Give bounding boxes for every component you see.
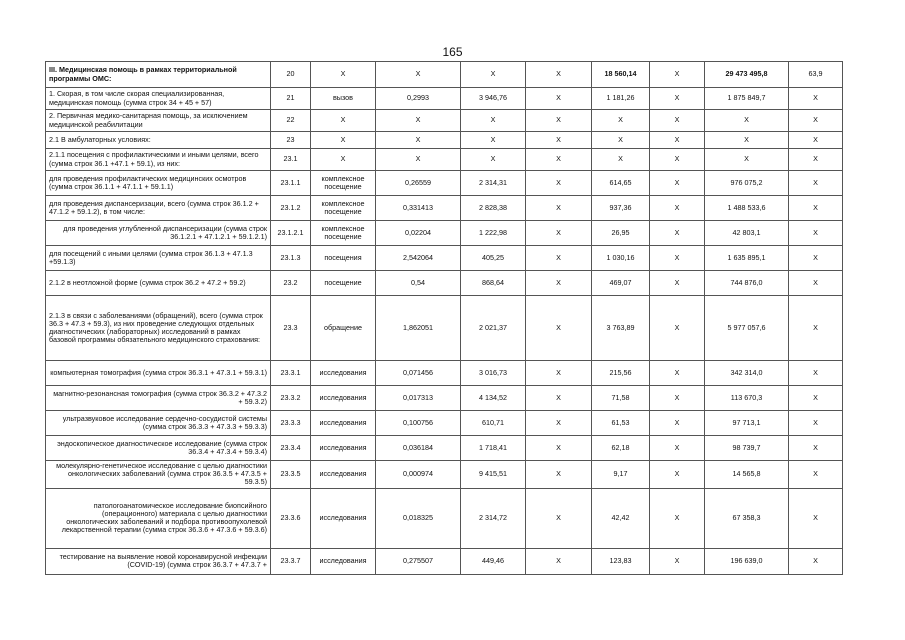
cell-col-budget-per-capita: Х xyxy=(526,411,592,436)
cell-share-percent: Х xyxy=(789,110,843,132)
cell-col-budget-per-capita: Х xyxy=(526,149,592,171)
cell-share-percent: 63,9 xyxy=(789,62,843,88)
cell-unit-of-measure: комплексное посещение xyxy=(311,196,376,221)
cell-share-percent: Х xyxy=(789,436,843,461)
cell-volume-norm: Х xyxy=(376,132,461,149)
cell-oms-total: 98 739,7 xyxy=(705,436,789,461)
cell-volume-norm: 0,017313 xyxy=(376,386,461,411)
cell-oms-per-capita: 18 560,14 xyxy=(592,62,650,88)
cell-volume-norm: 2,542064 xyxy=(376,246,461,271)
cell-col-budget-per-capita: Х xyxy=(526,548,592,574)
table-row xyxy=(46,411,843,436)
cell-row-number: 23.3.4 xyxy=(271,436,311,461)
table-row xyxy=(46,132,843,149)
cell-col-budget-total: Х xyxy=(650,386,705,411)
table-row xyxy=(46,221,843,246)
cell-col-budget-total: Х xyxy=(650,171,705,196)
cell-row-number: 23.3.5 xyxy=(271,461,311,489)
cell-row-number: 23 xyxy=(271,132,311,149)
cell-share-percent: Х xyxy=(789,271,843,296)
cell-oms-total: 1 875 849,7 xyxy=(705,88,789,110)
table-row xyxy=(46,196,843,221)
table-row xyxy=(46,296,843,361)
cell-row-name: эндоскопическое диагностическое исследование (сумма строк 36.3.4 + 47.3.4 + 59.3.4) xyxy=(46,436,271,461)
cell-oms-per-capita: Х xyxy=(592,149,650,171)
cell-oms-total: 113 670,3 xyxy=(705,386,789,411)
cell-cost-norm: 1 222,98 xyxy=(461,221,526,246)
cell-oms-per-capita: 614,65 xyxy=(592,171,650,196)
cell-oms-per-capita: 1 181,26 xyxy=(592,88,650,110)
cell-unit-of-measure: посещения xyxy=(311,246,376,271)
table-row xyxy=(46,246,843,271)
cell-volume-norm: Х xyxy=(376,149,461,171)
cell-cost-norm: Х xyxy=(461,132,526,149)
cell-volume-norm: 0,331413 xyxy=(376,196,461,221)
cell-volume-norm: Х xyxy=(376,62,461,88)
cell-row-name: магнитно-резонансная томография (сумма строк 36.3.2 + 47.3.2 + 59.3.2) xyxy=(46,386,271,411)
cell-oms-per-capita: 3 763,89 xyxy=(592,296,650,361)
cell-volume-norm: 0,02204 xyxy=(376,221,461,246)
cell-oms-total: 29 473 495,8 xyxy=(705,62,789,88)
cell-col-budget-total: Х xyxy=(650,196,705,221)
cell-oms-total: 67 358,3 xyxy=(705,488,789,548)
cell-cost-norm: Х xyxy=(461,110,526,132)
cell-share-percent: Х xyxy=(789,171,843,196)
cell-share-percent: Х xyxy=(789,548,843,574)
cell-oms-total: 196 639,0 xyxy=(705,548,789,574)
cell-row-number: 23.1 xyxy=(271,149,311,171)
table-row xyxy=(46,88,843,110)
cell-oms-total: 744 876,0 xyxy=(705,271,789,296)
cell-row-name: ультразвуковое исследование сердечно-сосудистой системы (сумма строк 36.3.3 + 47.3.3 + 59.3.3) xyxy=(46,411,271,436)
cell-col-budget-total: Х xyxy=(650,296,705,361)
table-row xyxy=(46,386,843,411)
table-row xyxy=(46,436,843,461)
cell-oms-total: 42 803,1 xyxy=(705,221,789,246)
cell-oms-per-capita: 9,17 xyxy=(592,461,650,489)
table-row xyxy=(46,461,843,489)
cell-volume-norm: Х xyxy=(376,110,461,132)
cell-share-percent: Х xyxy=(789,221,843,246)
cell-unit-of-measure: Х xyxy=(311,62,376,88)
cell-row-number: 21 xyxy=(271,88,311,110)
cell-volume-norm: 0,2993 xyxy=(376,88,461,110)
cell-row-name: для проведения профилактических медицинских осмотров (сумма строк 36.1.1 + 47.1.1 + 59.1.1) xyxy=(46,171,271,196)
cell-row-name: для посещений с иными целями (сумма строк 36.1.3 + 47.1.3 +59.1.3) xyxy=(46,246,271,271)
cell-oms-total: 342 314,0 xyxy=(705,361,789,386)
cell-volume-norm: 0,036184 xyxy=(376,436,461,461)
cell-row-number: 23.3.7 xyxy=(271,548,311,574)
cell-row-number: 23.1.2 xyxy=(271,196,311,221)
cell-volume-norm: 0,275507 xyxy=(376,548,461,574)
page-number: 165 xyxy=(442,45,463,59)
table-row xyxy=(46,62,843,88)
cell-unit-of-measure: комплексное посещение xyxy=(311,171,376,196)
cell-unit-of-measure: исследования xyxy=(311,411,376,436)
cell-unit-of-measure: исследования xyxy=(311,361,376,386)
cell-col-budget-total: Х xyxy=(650,88,705,110)
cell-volume-norm: 0,26559 xyxy=(376,171,461,196)
cell-unit-of-measure: вызов xyxy=(311,88,376,110)
cell-oms-per-capita: Х xyxy=(592,132,650,149)
cell-col-budget-total: Х xyxy=(650,246,705,271)
cell-cost-norm: 610,71 xyxy=(461,411,526,436)
cell-row-number: 23.1.3 xyxy=(271,246,311,271)
table-row xyxy=(46,110,843,132)
cell-unit-of-measure: Х xyxy=(311,110,376,132)
cell-unit-of-measure: исследования xyxy=(311,488,376,548)
cell-share-percent: Х xyxy=(789,149,843,171)
cell-row-name: молекулярно-генетическое исследование с целью диагностики онкологических заболеваний (сумма строк 36.3.5 + 47.3.5 + 59.3.5) xyxy=(46,461,271,489)
cell-unit-of-measure: комплексное посещение xyxy=(311,221,376,246)
cell-row-number: 20 xyxy=(271,62,311,88)
cell-unit-of-measure: Х xyxy=(311,149,376,171)
cell-cost-norm: 4 134,52 xyxy=(461,386,526,411)
cell-row-name: 2.1.1 посещения с профилактическими и иными целями, всего (сумма строк 36.1 +47.1 + 59.1), из них: xyxy=(46,149,271,171)
cell-unit-of-measure: Х xyxy=(311,132,376,149)
cell-row-number: 23.3.3 xyxy=(271,411,311,436)
cell-oms-per-capita: 61,53 xyxy=(592,411,650,436)
cell-cost-norm: 9 415,51 xyxy=(461,461,526,489)
cell-col-budget-total: Х xyxy=(650,488,705,548)
cell-col-budget-total: Х xyxy=(650,221,705,246)
cell-row-number: 23.1.1 xyxy=(271,171,311,196)
cell-share-percent: Х xyxy=(789,488,843,548)
table-row xyxy=(46,149,843,171)
cell-col-budget-total: Х xyxy=(650,271,705,296)
cell-col-budget-per-capita: Х xyxy=(526,488,592,548)
cell-oms-per-capita: 1 030,16 xyxy=(592,246,650,271)
cell-share-percent: Х xyxy=(789,461,843,489)
cell-share-percent: Х xyxy=(789,361,843,386)
cell-volume-norm: 1,862051 xyxy=(376,296,461,361)
cell-oms-total: 14 565,8 xyxy=(705,461,789,489)
table-row xyxy=(46,271,843,296)
cell-oms-total: 97 713,1 xyxy=(705,411,789,436)
cell-col-budget-per-capita: Х xyxy=(526,246,592,271)
cell-share-percent: Х xyxy=(789,411,843,436)
cell-cost-norm: 2 021,37 xyxy=(461,296,526,361)
cell-row-name: 1. Скорая, в том числе скорая специализированная, медицинская помощь (сумма строк 34 + 45 + 57) xyxy=(46,88,271,110)
cell-row-name: 2.1.2 в неотложной форме (сумма строк 36.2 + 47.2 + 59.2) xyxy=(46,271,271,296)
cell-oms-per-capita: 123,83 xyxy=(592,548,650,574)
cell-cost-norm: 2 314,72 xyxy=(461,488,526,548)
cell-oms-per-capita: 42,42 xyxy=(592,488,650,548)
table-row xyxy=(46,548,843,574)
cell-oms-total: 1 488 533,6 xyxy=(705,196,789,221)
cell-share-percent: Х xyxy=(789,386,843,411)
cell-cost-norm: 3 016,73 xyxy=(461,361,526,386)
cell-row-number: 23.3.6 xyxy=(271,488,311,548)
cell-row-name: 2.1.3 в связи с заболеваниями (обращений), всего (сумма строк 36.3 + 47.3 + 59.3), из них проведение следующих отдельных диагностических (лабораторных) исследований в рамках базовой программы обязательного медицинского страхования: xyxy=(46,296,271,361)
cell-col-budget-total: Х xyxy=(650,436,705,461)
cell-row-name: для проведения углубленной диспансеризации (сумма строк 36.1.2.1 + 47.1.2.1 + 59.1.2.1) xyxy=(46,221,271,246)
cell-col-budget-per-capita: Х xyxy=(526,171,592,196)
cell-volume-norm: 0,54 xyxy=(376,271,461,296)
cell-col-budget-total: Х xyxy=(650,110,705,132)
cell-oms-per-capita: 215,56 xyxy=(592,361,650,386)
cell-row-number: 23.2 xyxy=(271,271,311,296)
cell-oms-per-capita: 71,58 xyxy=(592,386,650,411)
cell-unit-of-measure: исследования xyxy=(311,436,376,461)
cell-col-budget-per-capita: Х xyxy=(526,221,592,246)
cell-oms-per-capita: 62,18 xyxy=(592,436,650,461)
cell-unit-of-measure: обращение xyxy=(311,296,376,361)
cell-row-name: 2. Первичная медико-санитарная помощь, за исключением медицинской реабилитации xyxy=(46,110,271,132)
cell-row-name: патологоанатомическое исследование биопсийного (операционного) материала с целью диагностики онкологических заболеваний и подбора противоопухолевой лекарственной терапии (сумма строк 36.3.6 + 47.3.6 + 59.3.6) xyxy=(46,488,271,548)
cell-unit-of-measure: исследования xyxy=(311,386,376,411)
cell-oms-per-capita: 469,07 xyxy=(592,271,650,296)
cell-row-number: 23.1.2.1 xyxy=(271,221,311,246)
cell-row-number: 23.3 xyxy=(271,296,311,361)
cell-unit-of-measure: посещение xyxy=(311,271,376,296)
cell-oms-total: 976 075,2 xyxy=(705,171,789,196)
table-row xyxy=(46,488,843,548)
cell-col-budget-total: Х xyxy=(650,411,705,436)
cell-oms-per-capita: 937,36 xyxy=(592,196,650,221)
cell-col-budget-total: Х xyxy=(650,149,705,171)
cell-col-budget-per-capita: Х xyxy=(526,110,592,132)
cell-volume-norm: 0,018325 xyxy=(376,488,461,548)
cell-row-number: 23.3.1 xyxy=(271,361,311,386)
cell-share-percent: Х xyxy=(789,296,843,361)
cell-volume-norm: 0,071456 xyxy=(376,361,461,386)
cell-oms-per-capita: Х xyxy=(592,110,650,132)
cell-row-name: III. Медицинская помощь в рамках территориальной программы ОМС: xyxy=(46,62,271,88)
cell-oms-total: 5 977 057,6 xyxy=(705,296,789,361)
cell-oms-per-capita: 26,95 xyxy=(592,221,650,246)
cell-row-name: для проведения диспансеризации, всего (сумма строк 36.1.2 + 47.1.2 + 59.1.2), в том числе: xyxy=(46,196,271,221)
cell-cost-norm: 3 946,76 xyxy=(461,88,526,110)
cell-unit-of-measure: исследования xyxy=(311,548,376,574)
cell-col-budget-per-capita: Х xyxy=(526,361,592,386)
cell-share-percent: Х xyxy=(789,246,843,271)
cell-row-name: тестирование на выявление новой коронавирусной инфекции (COVID-19) (сумма строк 36.3.7 + 47.3.7 + xyxy=(46,548,271,574)
cell-volume-norm: 0,100756 xyxy=(376,411,461,436)
cell-oms-total: 1 635 895,1 xyxy=(705,246,789,271)
cell-col-budget-per-capita: Х xyxy=(526,271,592,296)
cell-volume-norm: 0,000974 xyxy=(376,461,461,489)
cell-col-budget-total: Х xyxy=(650,461,705,489)
cell-oms-total: Х xyxy=(705,132,789,149)
cell-col-budget-per-capita: Х xyxy=(526,461,592,489)
cell-cost-norm: Х xyxy=(461,149,526,171)
cell-unit-of-measure: исследования xyxy=(311,461,376,489)
cell-cost-norm: 405,25 xyxy=(461,246,526,271)
cell-col-budget-per-capita: Х xyxy=(526,196,592,221)
cell-oms-total: Х xyxy=(705,149,789,171)
cell-col-budget-total: Х xyxy=(650,548,705,574)
cell-col-budget-per-capita: Х xyxy=(526,88,592,110)
cell-cost-norm: Х xyxy=(461,62,526,88)
cell-cost-norm: 1 718,41 xyxy=(461,436,526,461)
cell-cost-norm: 868,64 xyxy=(461,271,526,296)
cell-cost-norm: 449,46 xyxy=(461,548,526,574)
cell-col-budget-per-capita: Х xyxy=(526,296,592,361)
cell-row-name: 2.1 В амбулаторных условиях: xyxy=(46,132,271,149)
cell-oms-total: Х xyxy=(705,110,789,132)
cell-share-percent: Х xyxy=(789,132,843,149)
cell-cost-norm: 2 828,38 xyxy=(461,196,526,221)
cell-col-budget-per-capita: Х xyxy=(526,436,592,461)
cell-col-budget-total: Х xyxy=(650,132,705,149)
cell-cost-norm: 2 314,31 xyxy=(461,171,526,196)
cell-share-percent: Х xyxy=(789,196,843,221)
cell-col-budget-per-capita: Х xyxy=(526,62,592,88)
table-row xyxy=(46,361,843,386)
cell-row-number: 23.3.2 xyxy=(271,386,311,411)
cell-col-budget-per-capita: Х xyxy=(526,386,592,411)
cell-col-budget-per-capita: Х xyxy=(526,132,592,149)
cell-col-budget-total: Х xyxy=(650,361,705,386)
cell-row-number: 22 xyxy=(271,110,311,132)
table-row xyxy=(46,171,843,196)
medical-care-table xyxy=(45,61,843,575)
cell-row-name: компьютерная томография (сумма строк 36.3.1 + 47.3.1 + 59.3.1) xyxy=(46,361,271,386)
cell-col-budget-total: Х xyxy=(650,62,705,88)
cell-share-percent: Х xyxy=(789,88,843,110)
